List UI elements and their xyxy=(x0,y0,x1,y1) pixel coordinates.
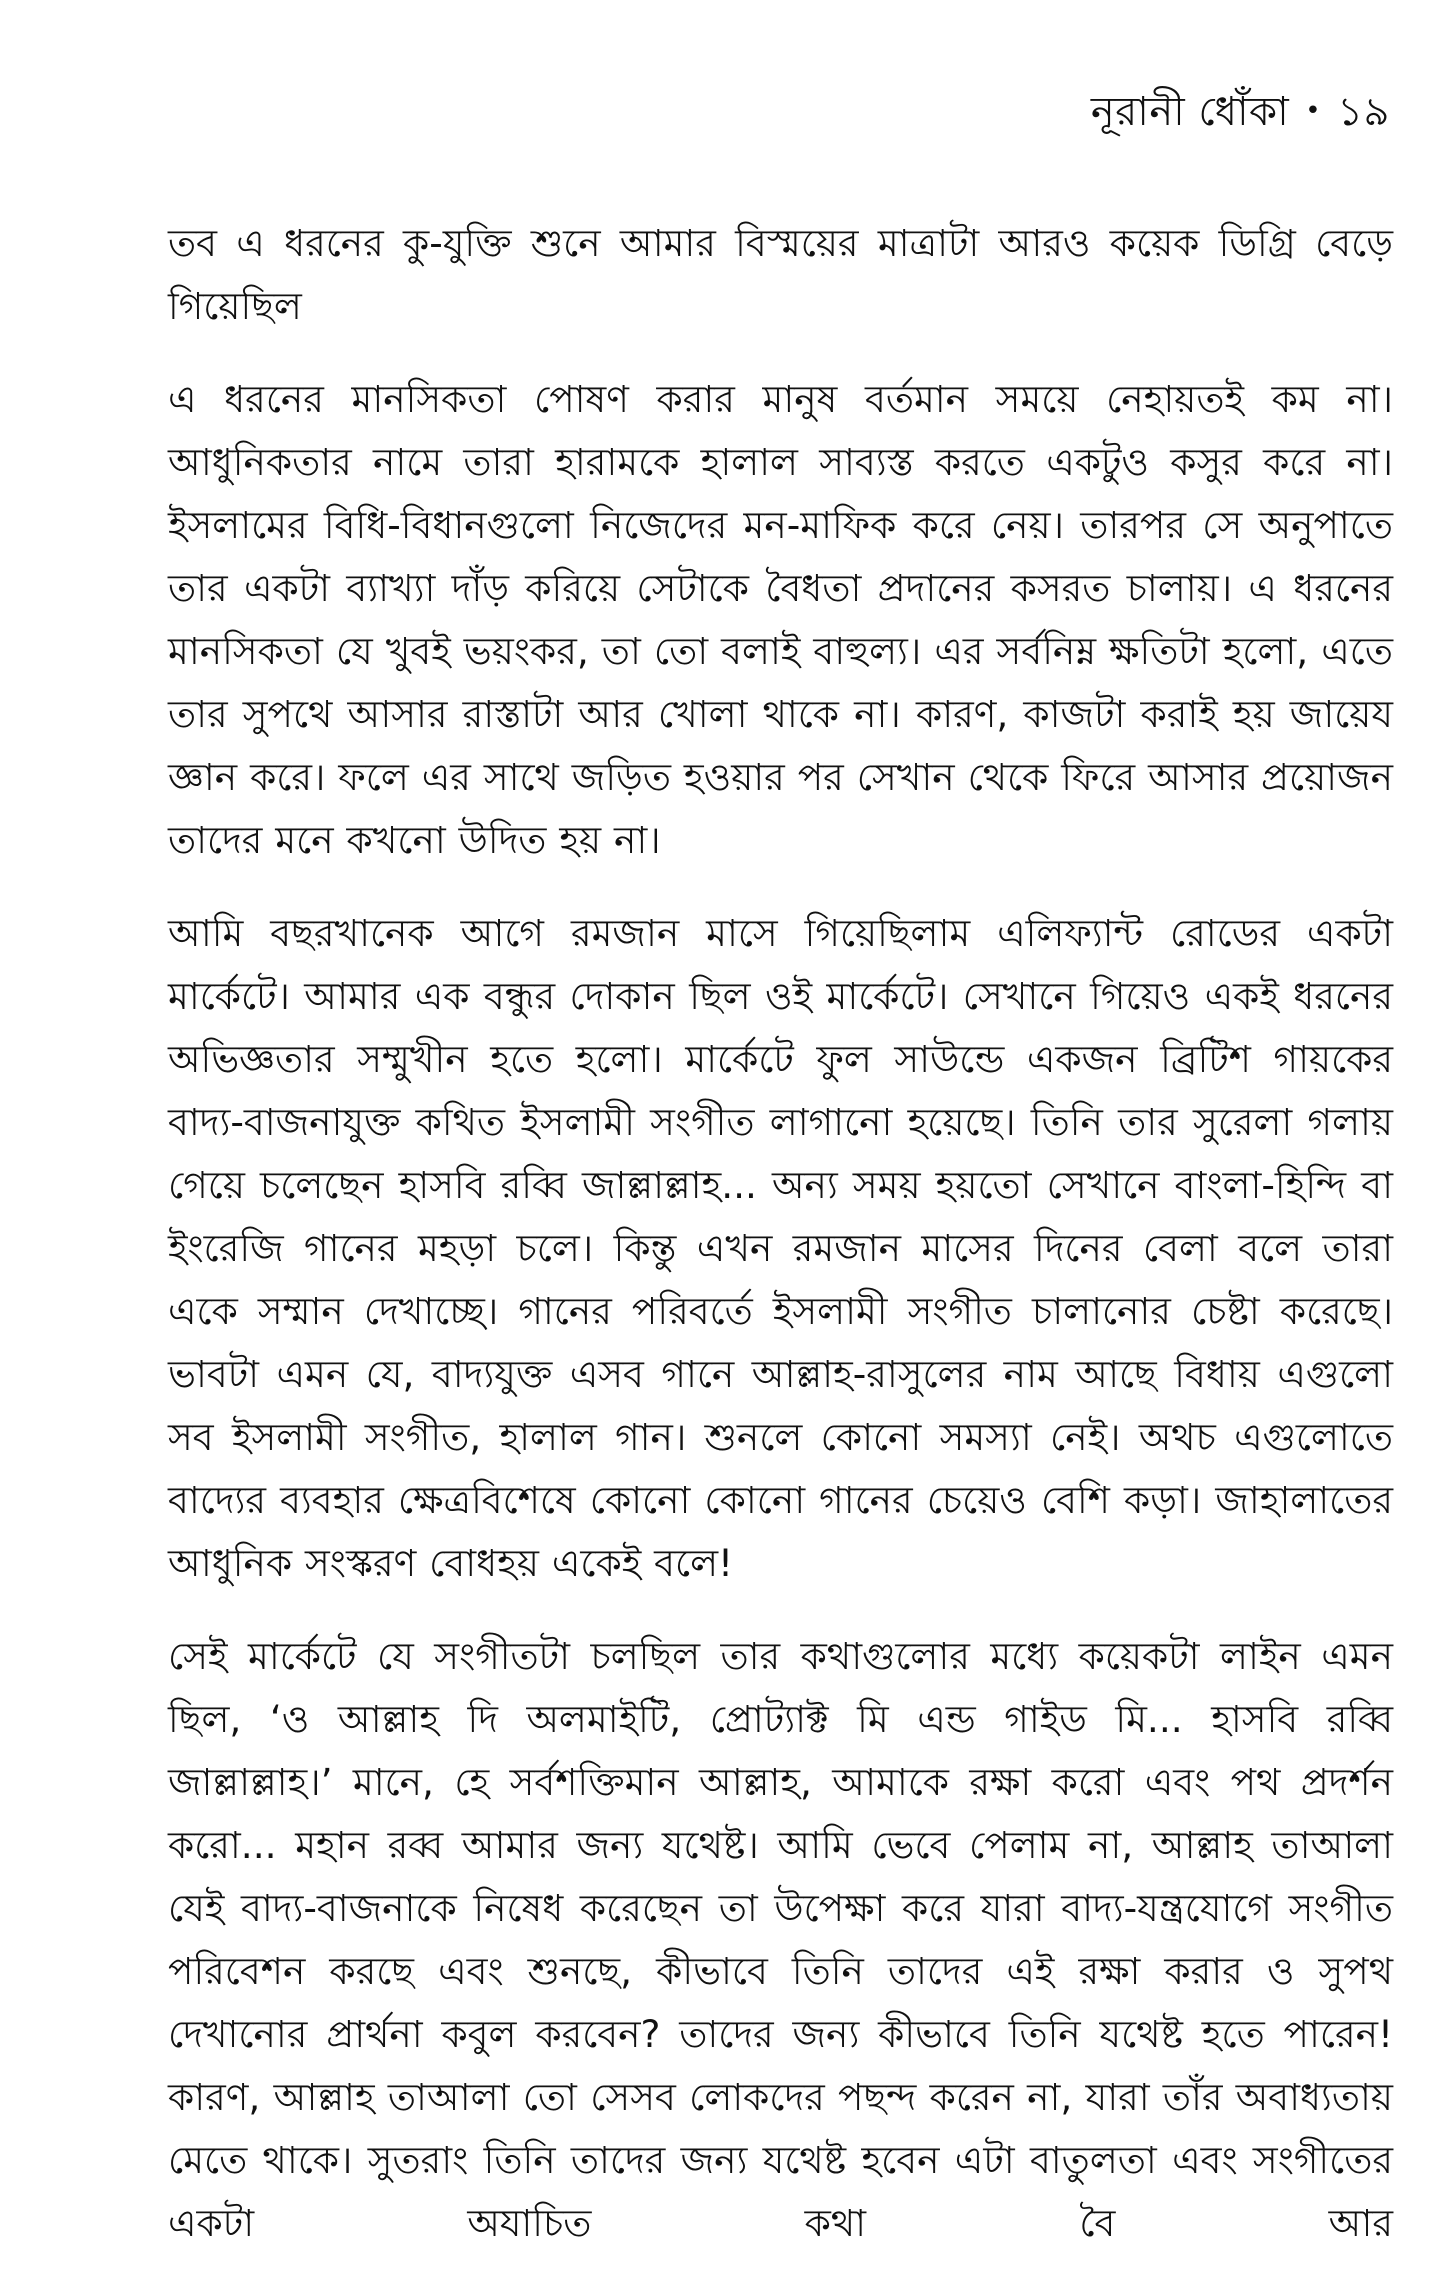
running-header xyxy=(1091,88,1390,138)
body-text xyxy=(168,212,1393,2255)
header-separator: • xyxy=(1305,96,1322,126)
paragraph-2: এ ধরনের মানসিকতা পোষণ করার মানুষ বর্তমান সময়ে নেহায়তই কম না। আধুনিকতার নামে তারা হারামকে হালাল সাব্যস্ত করতে একটুও কসুর করে না। ইসলামের বিধি-বিধানগুলো নিজেদের মন-মাফিক করে নেয়। তারপর সে অনুপাতে তার একটা ব্যাখ্যা দাঁড় করিয়ে সেটাকে বৈধতা প্রদানের কসরত চালায়। এ ধরনের মানসিকতা যে খুবই ভয়ংকর, তা তো বলাই বাহুল্য। এর সর্বনিম্ন ক্ষতিটা হলো, এতে তার সুপথে আসার রাস্তাটা আর খোলা থাকে না। কারণ, কাজটা করাই হয় জায়েয জ্ঞান করে। ফলে এর সাথে জড়িত হওয়ার পর সেখান থেকে ফিরে আসার প্রয়োজন তাদের মনে কখনো উদিত হয় না। xyxy=(168,377,1393,862)
paragraph-4: সেই মার্কেটে যে সংগীতটা চলছিল তার কথাগুলোর মধ্যে কয়েকটা লাইন এমন ছিল, ‘ও আল্লাহ দি অলমাইটি, প্রোট্যাক্ট মি এন্ড গাইড মি... হাসবি রব্বি জাল্লাল্লাহ।’ মানে, হে সর্বশক্তিমান আল্লাহ, আমাকে রক্ষা করো এবং পথ প্রদর্শন করো... মহান রব্ব আমার জন্য যথেষ্ট। আমি ভেবে পেলাম না, আল্লাহ তাআলা যেই বাদ্য-বাজনাকে নিষেধ করেছেন তা উপেক্ষা করে যারা বাদ্য-যন্ত্রযোগে সংগীত পরিবেশন করছে এবং শুনছে, কীভাবে তিনি তাদের এই রক্ষা করার ও সুপথ দেখানোর প্রার্থনা কবুল করবেন? তাদের জন্য কীভাবে তিনি যথেষ্ট হতে পারেন! কারণ, আল্লাহ তাআলা তো সেসব লোকদের পছন্দ করেন না, যারা তাঁর অবাধ্যতায় মেতে থাকে। সুতরাং তিনি তাদের জন্য যথেষ্ট হবেন এটা বাতুলতা এবং সংগীতের একটা অযাচিত কথা বৈ আর xyxy=(168,1634,1393,2245)
book-title: নূরানী ধোঁকা xyxy=(1090,89,1290,135)
paragraph-1: তব এ ধরনের কু-যুক্তি শুনে আমার বিস্ময়ের মাত্রাটা আরও কয়েক ডিগ্রি বেড়ে গিয়েছিল xyxy=(168,221,1393,328)
paragraph-3: আমি বছরখানেক আগে রমজান মাসে গিয়েছিলাম এলিফ্যান্ট রোডের একটা মার্কেটে। আমার এক বন্ধুর দোকান ছিল ওই মার্কেটে। সেখানে গিয়েও একই ধরনের অভিজ্ঞতার সম্মুখীন হতে হলো। মার্কেটে ফুল সাউন্ডে একজন ব্রিটিশ গায়কের বাদ্য-বাজনাযুক্ত কথিত ইসলামী সংগীত লাগানো হয়েছে। তিনি তার সুরেলা গলায় গেয়ে চলেছেন হাসবি রব্বি জাল্লাল্লাহ... অন্য সময় হয়তো সেখানে বাংলা-হিন্দি বা ইংরেজি গানের মহড়া চলে। কিন্তু এখন রমজান মাসের দিনের বেলা বলে তারা একে সম্মান দেখাচ্ছে। গানের পরিবর্তে ইসলামী সংগীত চালানোর চেষ্টা করেছে। ভাবটা এমন যে, বাদ্যযুক্ত এসব গানে আল্লাহ-রাসুলের নাম আছে বিধায় এগুলো সব ইসলামী সংগীত, হালাল গান। শুনলে কোনো সমস্যা নেই। অথচ এগুলোতে বাদ্যের ব্যবহার ক্ষেত্রবিশেষে কোনো কোনো গানের চেয়েও বেশি কড়া। জাহালাতের আধুনিক সংস্করণ বোধহয় একেই বলে! xyxy=(168,911,1393,1585)
page-number: ১৯ xyxy=(1337,89,1390,135)
